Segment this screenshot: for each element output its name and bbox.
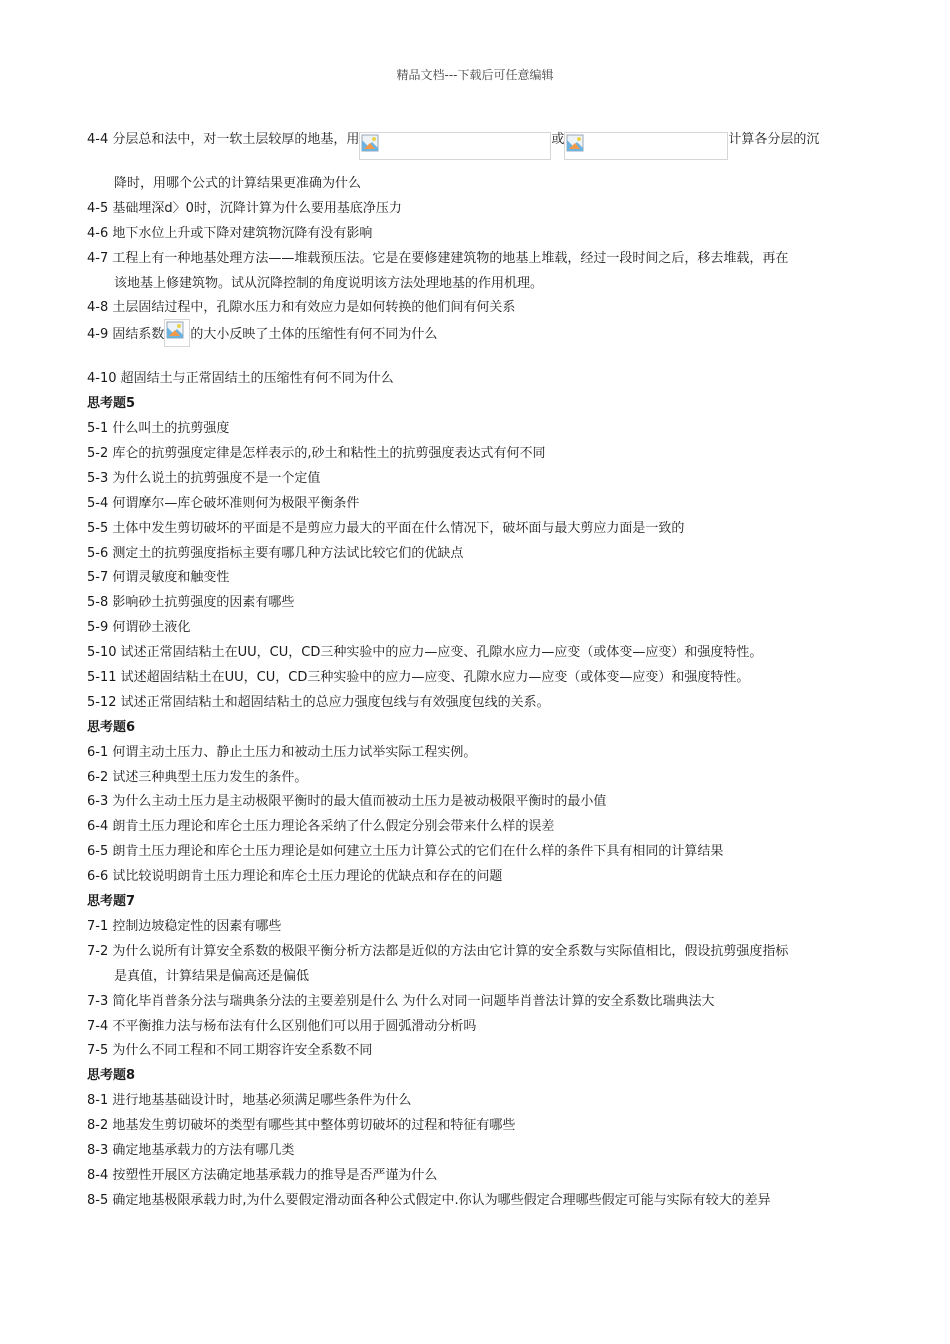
question-text: 4-9 固结系数 xyxy=(87,327,165,343)
question-4-4-continued: 降时，用哪个公式的计算结果更准确为什么 xyxy=(114,176,362,191)
question-7-4: 7-4 不平衡推力法与杨布法有什么区别他们可以用于圆弧滑动分析吗 xyxy=(87,1018,477,1034)
question-text: 或 xyxy=(551,132,565,147)
question-5-8: 5-8 影响砂土抗剪强度的因素有哪些 xyxy=(87,595,295,611)
question-5-12: 5-12 试述正常固结粘土和超固结粘土的总应力强度包线与有效强度包线的关系。 xyxy=(87,694,550,710)
formula-image-placeholder xyxy=(164,319,190,347)
page-header: 精品文档---下载后可任意编辑 xyxy=(396,68,554,82)
question-4-6: 4-6 地下水位上升或下降对建筑物沉降有没有影响 xyxy=(87,225,373,241)
question-4-4 xyxy=(87,126,862,172)
question-8-3: 8-3 确定地基承载力的方法有哪几类 xyxy=(87,1142,295,1158)
question-text: 4-4 分层总和法中，对一软土层较厚的地基，用 xyxy=(87,132,360,147)
question-6-5: 6-5 朗肯土压力理论和库仑土压力理论是如何建立土压力计算公式的它们在什么样的条件下具有相同的计算结果 xyxy=(87,844,724,860)
question-4-8: 4-8 土层固结过程中，孔隙水压力和有效应力是如何转换的他们间有何关系 xyxy=(87,300,516,316)
question-4-9 xyxy=(87,321,862,367)
question-7-2: 7-2 为什么说所有计算安全系数的极限平衡分析方法都是近似的方法由它计算的安全系数与实际值相比，假设抗剪强度指标 xyxy=(87,943,789,959)
broken-image-icon xyxy=(361,134,379,152)
question-5-7: 5-7 何谓灵敏度和触变性 xyxy=(87,570,230,586)
question-5-3: 5-3 为什么说土的抗剪强度不是一个定值 xyxy=(87,470,321,486)
document-body xyxy=(87,126,862,1214)
broken-image-icon xyxy=(166,321,184,339)
question-8-4: 8-4 按塑性开展区方法确定地基承载力的推导是否严谨为什么 xyxy=(87,1167,438,1183)
question-6-3: 6-3 为什么主动土压力是主动极限平衡时的最大值而被动土压力是被动极限平衡时的最小值 xyxy=(87,794,607,810)
section-heading-6: 思考题6 xyxy=(87,719,136,735)
question-text: 计算各分层的沉 xyxy=(728,132,820,147)
question-6-2: 6-2 试述三种典型土压力发生的条件。 xyxy=(87,769,308,785)
question-6-4: 6-4 朗肯土压力理论和库仑土压力理论各采纳了什么假定分别会带来什么样的误差 xyxy=(87,819,555,835)
question-8-1: 8-1 进行地基基础设计时，地基必须满足哪些条件为什么 xyxy=(87,1093,412,1109)
question-6-1: 6-1 何谓主动土压力、静止土压力和被动土压力试举实际工程实例。 xyxy=(87,744,477,760)
question-8-5: 8-5 确定地基极限承载力时,为什么要假定滑动面各种公式假定中.你认为哪些假定合理哪些假定可能与实际有较大的差异 xyxy=(87,1192,771,1208)
question-5-10: 5-10 试述正常固结粘土在UU，CU，CD三种实验中的应力—应变、孔隙水应力—应变（或体变—应变）和强度特性。 xyxy=(87,645,763,661)
question-4-5: 4-5 基础埋深d〉0时，沉降计算为什么要用基底净压力 xyxy=(87,200,402,216)
question-5-9: 5-9 何谓砂土液化 xyxy=(87,620,191,636)
question-text: 的大小反映了土体的压缩性有何不同为什么 xyxy=(190,327,438,343)
question-4-7-continued: 该地基上修建筑物。试从沉降控制的角度说明该方法处理地基的作用机理。 xyxy=(114,275,544,291)
section-heading-8: 思考题8 xyxy=(87,1068,136,1084)
question-7-2-continued: 是真值，计算结果是偏高还是偏低 xyxy=(114,968,310,984)
question-8-2: 8-2 地基发生剪切破坏的类型有哪些其中整体剪切破坏的过程和特征有哪些 xyxy=(87,1118,516,1134)
section-heading-7: 思考题7 xyxy=(87,894,136,910)
question-6-6: 6-6 试比较说明朗肯土压力理论和库仑土压力理论的优缺点和存在的问题 xyxy=(87,869,503,885)
question-7-3: 7-3 简化毕肖普条分法与瑞典条分法的主要差别是什么 为什么对同一问题毕肖普法计算的安全系数比瑞典法大 xyxy=(87,993,715,1009)
section-heading-5: 思考题5 xyxy=(87,396,136,412)
formula-image-placeholder xyxy=(359,132,551,160)
question-7-1: 7-1 控制边坡稳定性的因素有哪些 xyxy=(87,918,282,934)
broken-image-icon xyxy=(566,134,584,152)
question-4-10: 4-10 超固结土与正常固结土的压缩性有何不同为什么 xyxy=(87,371,394,387)
question-4-7: 4-7 工程上有一种地基处理方法——堆载预压法。它是在要修建建筑物的地基上堆载，经过一段时间之后，移去堆载，再在 xyxy=(87,250,789,266)
formula-image-placeholder xyxy=(564,132,728,160)
question-5-6: 5-6 测定土的抗剪强度指标主要有哪几种方法试比较它们的优缺点 xyxy=(87,545,464,561)
question-5-5: 5-5 土体中发生剪切破坏的平面是不是剪应力最大的平面在什么情况下，破坏面与最大剪应力面是一致的 xyxy=(87,520,685,536)
question-5-2: 5-2 库仑的抗剪强度定律是怎样表示的,砂土和粘性土的抗剪强度表达式有何不同 xyxy=(87,446,546,462)
question-5-11: 5-11 试述超固结粘土在UU，CU，CD三种实验中的应力—应变、孔隙水应力—应变（或体变—应变）和强度特性。 xyxy=(87,670,750,686)
question-7-5: 7-5 为什么不同工程和不同工期容许安全系数不同 xyxy=(87,1043,373,1059)
question-5-4: 5-4 何谓摩尔—库仑破坏准则何为极限平衡条件 xyxy=(87,495,360,511)
question-5-1: 5-1 什么叫土的抗剪强度 xyxy=(87,421,230,437)
